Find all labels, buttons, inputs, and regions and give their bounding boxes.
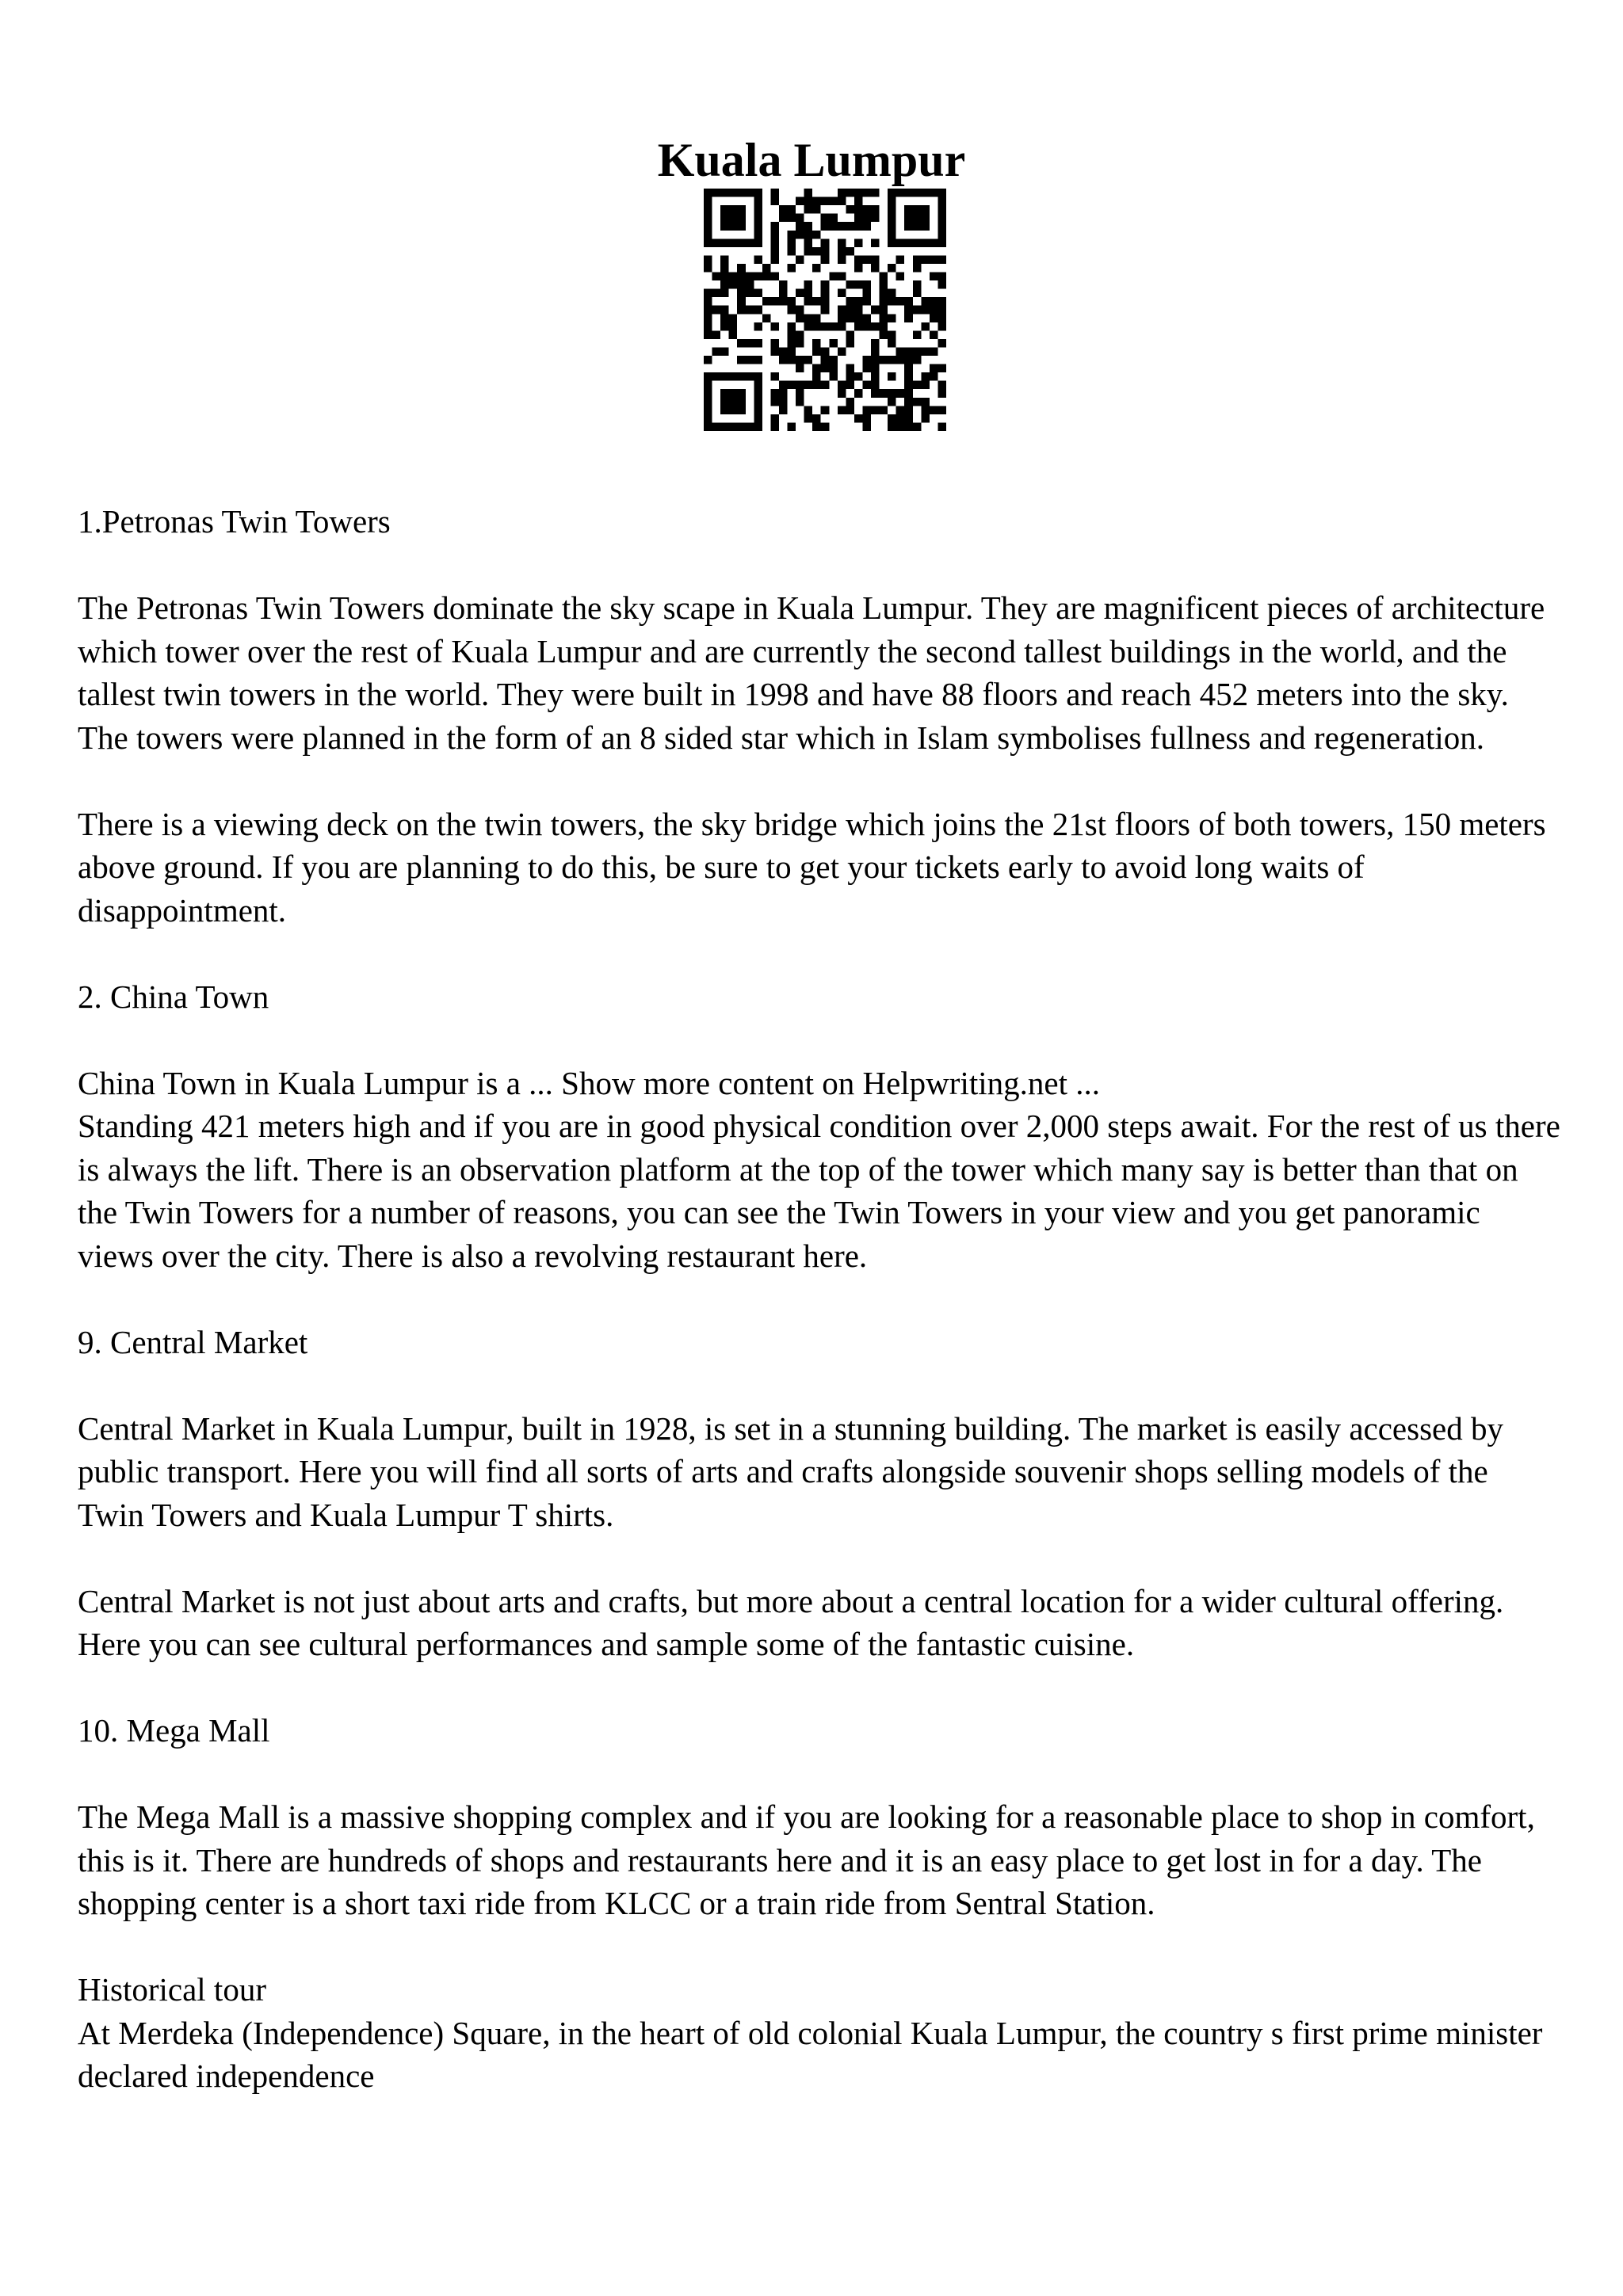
section-heading-historical-tour: Historical tour [78, 1971, 266, 2008]
paragraph-tower-observation: Standing 421 meters high and if you are in good physical condition over 2,000 steps await. For the rest of us there is always the lift. There is an observation platform at the top of the tower which many say is better than that on the Twin Towers for a number of reasons, you can see the Twin Towers in your view and you get panoramic views over the city. There is also a revolving restaurant here. [78, 1108, 1560, 1274]
paragraph-central-market-culture: Central Market is not just about arts and crafts, but more about a central location for a wider cultural offering. Here you can see cultural performances and sample some of the fantastic cuisine. [78, 1582, 1504, 1662]
line-china-town-teaser: China Town in Kuala Lumpur is a ... Show more content on Helpwriting.net ... [78, 1064, 1100, 1101]
paragraph-mega-mall: The Mega Mall is a massive shopping complex and if you are looking for a reasonable place to shop in comfort, this is it. There are hundreds of shops and restaurants here and it is an easy place to get lost in for a day. The shopping center is a short taxi ride from KLCC or a train ride from Sentral Station. [78, 1798, 1535, 1921]
section-heading-central-market: 9. Central Market [78, 1323, 308, 1360]
paragraph-petronas-intro: The Petronas Twin Towers dominate the sky scape in Kuala Lumpur. They are magnificent pieces of architecture which tower over the rest of Kuala Lumpur and are currently the second tallest buildings in the world, and the tallest twin towers in the world. They were built in 1998 and have 88 floors and reach 452 meters into the sky. The towers were planned in the form of an 8 sided star which in Islam symbolises fullness and regeneration. [78, 589, 1545, 756]
qr-code-graphic [704, 189, 946, 431]
paragraph-petronas-skybridge: There is a viewing deck on the twin towers, the sky bridge which joins the 21st floors of both towers, 150 meters above ground. If you are planning to do this, be sure to get your tickets early to avoid long waits of disappointment. [78, 805, 1546, 929]
qr-code-icon [704, 189, 946, 431]
page-title: Kuala Lumpur [657, 134, 966, 187]
article-body [78, 500, 1561, 2098]
section-heading-mega-mall: 10. Mega Mall [78, 1712, 270, 1749]
section-heading-petronas: 1.Petronas Twin Towers [78, 503, 391, 540]
paragraph-historical-tour: At Merdeka (Independence) Square, in the heart of old colonial Kuala Lumpur, the country s first prime minister declared independence [78, 2014, 1543, 2094]
section-heading-china-town: 2. China Town [78, 978, 269, 1015]
paragraph-central-market-building: Central Market in Kuala Lumpur, built in 1928, is set in a stunning building. The market is easily accessed by public transport. Here you will find all sorts of arts and crafts alongside souvenir shops selling models of the Twin Towers and Kuala Lumpur T shirts. [78, 1409, 1503, 1533]
